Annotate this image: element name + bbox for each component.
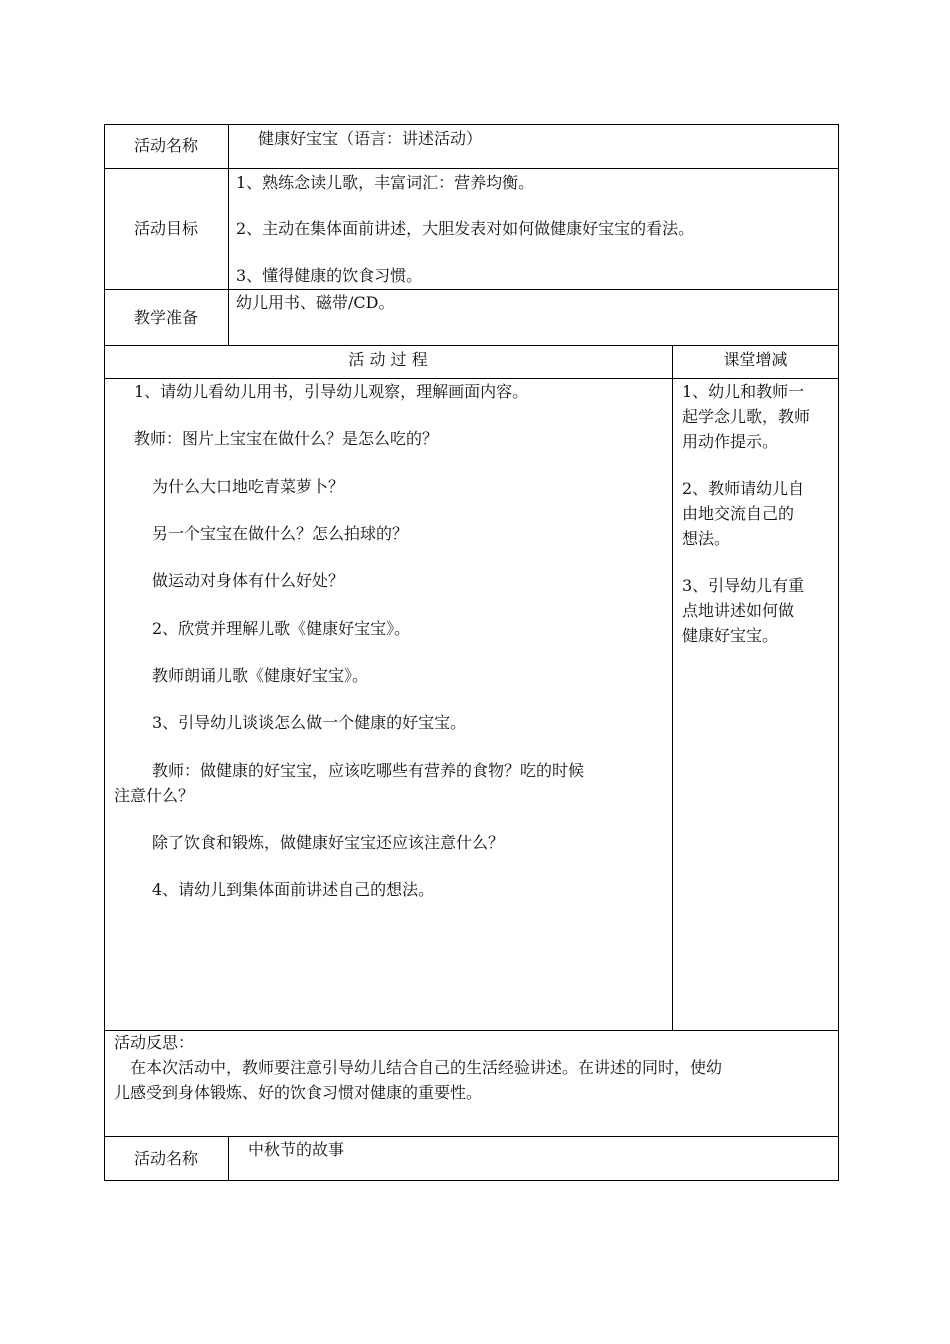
process-line: 做运动对身体有什么好处？ [152,571,345,590]
side-header: 课堂增减 [723,350,788,369]
divider [104,289,839,290]
prep-label: 教学准备 [133,308,198,327]
side-note-line: 用动作提示。 [682,432,779,451]
divider [104,1136,839,1137]
side-note-line: 1、幼儿和教师一 [682,382,805,401]
divider [104,345,839,346]
process-line: 注意什么？ [114,786,195,805]
reflection-text: 在本次活动中，教师要注意引导幼儿结合自己的生活经验讲述。在讲述的同时，使幼 [130,1058,723,1077]
divider [104,1030,839,1031]
side-note-line: 3、引导幼儿有重 [682,576,805,595]
reflection-label: 活动反思： [114,1033,195,1052]
goal-item: 2、主动在集体面前讲述，大胆发表对如何做健康好宝宝的看法。 [236,219,695,238]
process-line: 除了饮食和锻炼，做健康好宝宝还应该注意什么？ [152,833,505,852]
side-note-line: 起学念儿歌，教师 [682,407,811,426]
activity-name-label: 活动名称 [133,136,198,155]
prep-value: 幼儿用书、磁带/CD。 [236,293,395,312]
process-header: 活 动 过 程 [348,350,428,369]
goal-item: 3、懂得健康的饮食习惯。 [236,266,423,285]
activity-name-value: 健康好宝宝（语言：讲述活动） [258,129,483,148]
lesson-table [104,124,839,1181]
side-note-line: 点地讲述如何做 [682,601,795,620]
side-note-line: 2、教师请幼儿自 [682,479,805,498]
divider [228,124,229,345]
activity-name-value: 中秋节的故事 [248,1140,345,1159]
side-note-line: 由地交流自己的 [682,504,795,523]
divider [672,345,673,1030]
side-note-line: 健康好宝宝。 [682,626,779,645]
process-line: 3、引导幼儿谈谈怎么做一个健康的好宝宝。 [152,713,467,732]
process-line: 教师：图片上宝宝在做什么？是怎么吃的？ [134,429,439,448]
process-line: 1、请幼儿看幼儿用书，引导幼儿观察，理解画面内容。 [134,382,529,401]
goal-item: 1、熟练念读儿歌，丰富词汇：营养均衡。 [236,173,535,192]
process-line: 为什么大口地吃青菜萝卜？ [152,477,345,496]
side-note-line: 想法。 [682,529,731,548]
divider [104,168,839,169]
goals-label: 活动目标 [133,219,198,238]
process-line: 4、请幼儿到集体面前讲述自己的想法。 [152,880,435,899]
activity-name-label: 活动名称 [133,1149,198,1168]
process-line: 另一个宝宝在做什么？怎么拍球的？ [152,524,409,543]
divider [228,1136,229,1181]
process-line: 教师：做健康的好宝宝，应该吃哪些有营养的食物？吃的时候 [152,761,585,780]
process-line: 教师朗诵儿歌《健康好宝宝》。 [152,666,369,685]
divider [104,378,839,379]
reflection-text: 儿感受到身体锻炼、好的饮食习惯对健康的重要性。 [114,1083,483,1102]
process-line: 2、欣赏并理解儿歌《健康好宝宝》。 [152,619,411,638]
